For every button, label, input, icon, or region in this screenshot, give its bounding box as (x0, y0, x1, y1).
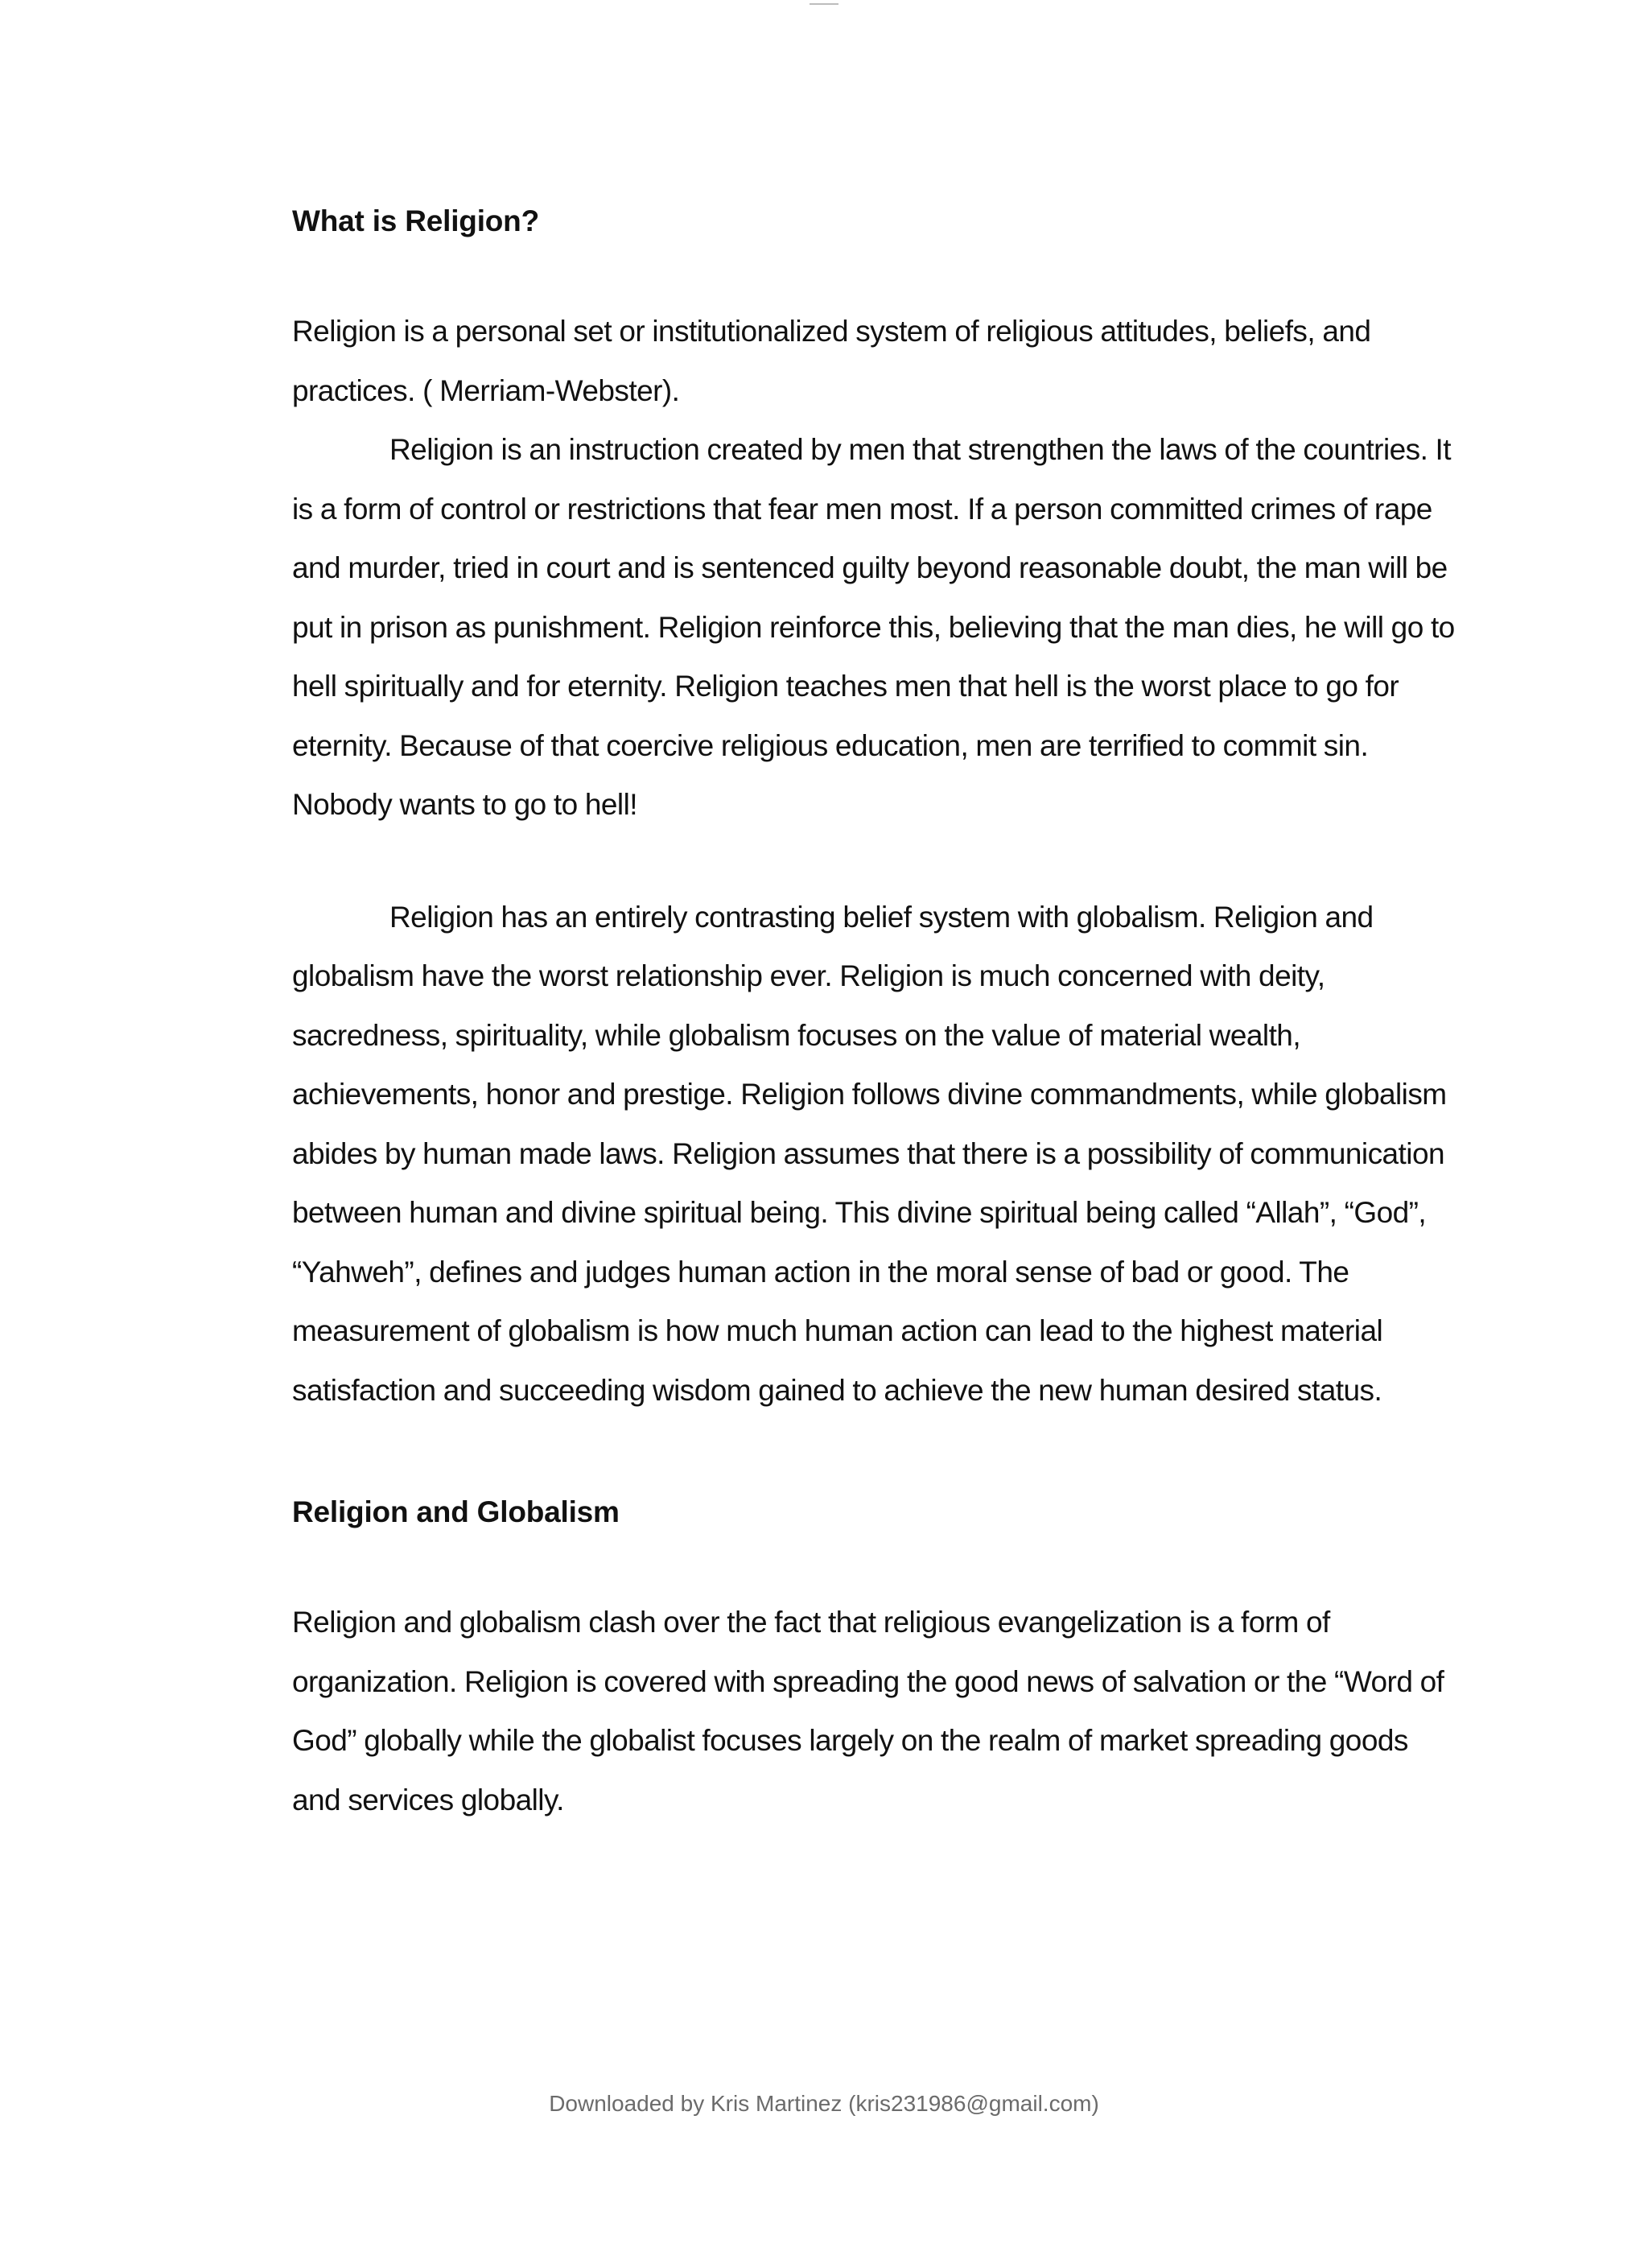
page-top-mark (810, 3, 838, 5)
paragraph-religion-vs-globalism: Religion has an entirely contrasting belief system with globalism. Religion and globalism have the worst relationship ever. Religion is much concerned with deity, sacredness, spirituality, while globalism focuses on the value of material wealth, achievements, honor and prestige. Religion follows divine commandments, while globalism abides by human made laws. Religion assumes that there is a possibility of communication between human and divine spiritual being. This divine spiritual being called “Allah”, “God”, “Yahweh”, defines and judges human action in the moral sense of bad or good. The measurement of globalism is how much human action can lead to the highest material satisfaction and succeeding wisdom gained to achieve the new human desired status. (292, 900, 1447, 1407)
download-footer: Downloaded by Kris Martinez (kris231986@gmail.com) (549, 2091, 1099, 2116)
paragraph-evangelization: Religion and globalism clash over the fact that religious evangelization is a form of organization. Religion is covered with spreading the good news of salvation or the “Word of God” globally while the globalist focuses largely on the realm of market spreading goods and services globally. (292, 1606, 1444, 1816)
paragraph-definition: Religion is a personal set or institutionalized system of religious attitudes, beliefs, and practices. ( Merriam-Webster). (292, 315, 1371, 407)
section-heading-what-is-religion: What is Religion? (292, 204, 539, 237)
section-heading-religion-and-globalism: Religion and Globalism (292, 1495, 620, 1528)
paragraph-religion-instruction: Religion is an instruction created by men that strengthen the laws of the countries. It is a form of control or restrictions that fear men most. If a person committed crimes of rape and murder, tried in court and is sentenced guilty beyond reasonable doubt, the man will be put in prison as punishment. Religion reinforce this, believing that the man dies, he will go to hell spiritually and for eternity. Religion teaches men that hell is the worst place to go for eternity. Because of that coercive religious education, men are terrified to commit sin. Nobody wants to go to hell! (292, 433, 1455, 821)
document-body (292, 192, 1455, 1829)
